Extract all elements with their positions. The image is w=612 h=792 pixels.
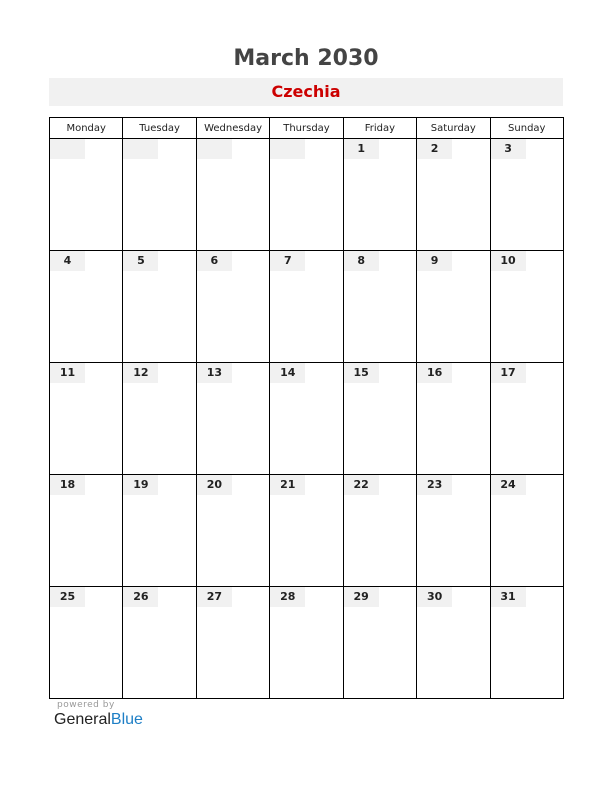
day-number	[123, 139, 158, 159]
day-number: 5	[123, 251, 158, 271]
day-cell	[196, 251, 269, 363]
day-number: 9	[417, 251, 452, 271]
day-number: 1	[344, 139, 379, 159]
day-cell	[490, 139, 563, 251]
day-cell	[123, 251, 196, 363]
day-number	[270, 139, 305, 159]
day-number: 21	[270, 475, 305, 495]
weekday-header-row	[50, 118, 564, 139]
day-number: 30	[417, 587, 452, 607]
week-row	[50, 139, 564, 251]
day-number: 10	[491, 251, 526, 271]
weekday-header: Tuesday	[123, 118, 196, 139]
day-cell	[270, 139, 343, 251]
day-cell	[490, 363, 563, 475]
day-number: 8	[344, 251, 379, 271]
day-number: 4	[50, 251, 85, 271]
brand-logo[interactable]	[54, 711, 143, 729]
day-cell	[270, 363, 343, 475]
day-cell	[50, 587, 123, 699]
week-row	[50, 475, 564, 587]
day-cell	[490, 475, 563, 587]
day-cell	[417, 139, 490, 251]
day-cell	[417, 587, 490, 699]
day-cell	[50, 251, 123, 363]
brand-general-text: General	[54, 711, 111, 728]
weekday-header: Monday	[50, 118, 123, 139]
day-number: 11	[50, 363, 85, 383]
weekday-header: Saturday	[417, 118, 490, 139]
week-row	[50, 251, 564, 363]
day-number: 20	[197, 475, 232, 495]
day-number	[197, 139, 232, 159]
day-cell	[270, 475, 343, 587]
day-number: 6	[197, 251, 232, 271]
day-cell	[270, 251, 343, 363]
day-cell	[343, 475, 416, 587]
day-cell	[123, 139, 196, 251]
day-number: 16	[417, 363, 452, 383]
day-number: 12	[123, 363, 158, 383]
day-cell	[50, 139, 123, 251]
country-banner	[49, 78, 563, 106]
day-cell	[50, 363, 123, 475]
day-number: 26	[123, 587, 158, 607]
day-cell	[343, 587, 416, 699]
day-number: 13	[197, 363, 232, 383]
day-cell	[123, 363, 196, 475]
day-cell	[196, 139, 269, 251]
day-cell	[50, 475, 123, 587]
day-number: 31	[491, 587, 526, 607]
day-cell	[196, 475, 269, 587]
day-cell	[343, 251, 416, 363]
calendar-title: March 2030	[233, 46, 379, 71]
day-number: 28	[270, 587, 305, 607]
day-number: 15	[344, 363, 379, 383]
brand-blue-text: Blue	[110, 711, 143, 728]
day-cell	[123, 587, 196, 699]
day-cell	[490, 587, 563, 699]
day-cell	[196, 587, 269, 699]
day-cell	[123, 475, 196, 587]
week-row	[50, 363, 564, 475]
day-cell	[270, 587, 343, 699]
weekday-header: Wednesday	[196, 118, 269, 139]
day-cell	[343, 363, 416, 475]
day-number: 14	[270, 363, 305, 383]
powered-by-label: powered by	[57, 700, 115, 710]
day-number	[50, 139, 85, 159]
day-cell	[343, 139, 416, 251]
day-cell	[417, 251, 490, 363]
day-number: 18	[50, 475, 85, 495]
day-cell	[417, 363, 490, 475]
weekday-header: Sunday	[490, 118, 563, 139]
day-number: 19	[123, 475, 158, 495]
day-cell	[417, 475, 490, 587]
day-number: 25	[50, 587, 85, 607]
day-number: 17	[491, 363, 526, 383]
day-number: 23	[417, 475, 452, 495]
day-number: 3	[491, 139, 526, 159]
day-number: 27	[197, 587, 232, 607]
day-number: 7	[270, 251, 305, 271]
calendar-grid	[49, 117, 564, 699]
day-cell	[196, 363, 269, 475]
country-name: Czechia	[271, 82, 341, 101]
weekday-header: Friday	[343, 118, 416, 139]
weekday-header: Thursday	[270, 118, 343, 139]
day-number: 29	[344, 587, 379, 607]
day-cell	[490, 251, 563, 363]
day-number: 22	[344, 475, 379, 495]
week-row	[50, 587, 564, 699]
day-number: 2	[417, 139, 452, 159]
day-number: 24	[491, 475, 526, 495]
